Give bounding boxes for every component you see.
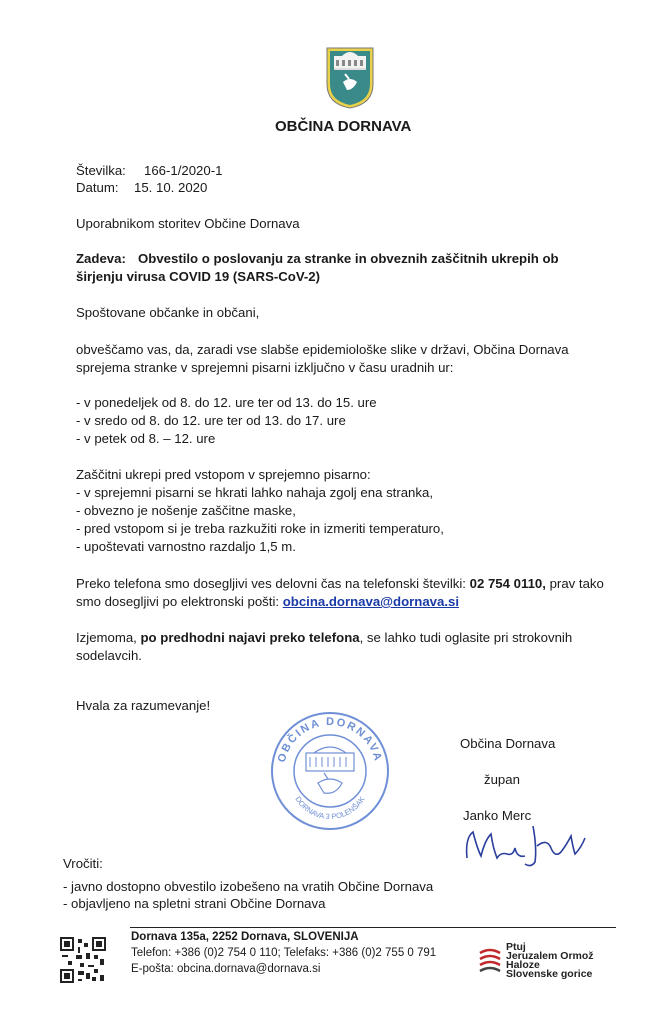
delivery-heading: Vročiti: bbox=[63, 856, 103, 871]
municipality-crest-logo bbox=[325, 46, 375, 110]
region-logo-line: Jeruzalem Ormož bbox=[506, 950, 594, 962]
region-logo-line: Haloze bbox=[506, 959, 540, 971]
signature-name: Janko Merc bbox=[463, 808, 532, 823]
contact-line-2 bbox=[76, 594, 459, 609]
subject-line-1: Obvestilo o poslovanju za stranke in obveznih zaščitnih ukrepih ob bbox=[138, 251, 559, 266]
contact-line-1 bbox=[76, 576, 604, 591]
signature-role: župan bbox=[484, 772, 520, 787]
exception-prefix: Izjemoma, bbox=[76, 630, 137, 645]
delivery-item: - javno dostopno obvestilo izobešeno na vratih Občine Dornava bbox=[63, 879, 434, 894]
handwritten-signature bbox=[455, 818, 595, 870]
number-label: Številka: bbox=[76, 163, 126, 178]
footer-phones: Telefon: +386 (0)2 754 0 110; Telefaks: +386 (0)2 755 0 791 bbox=[131, 947, 437, 959]
date-value: 15. 10. 2020 bbox=[134, 180, 208, 195]
intro-line-1: obveščamo vas, da, zaradi vse slabše epidemiološke slike v državi, Občina Dornava bbox=[76, 342, 569, 357]
official-stamp bbox=[268, 709, 392, 833]
thanks: Hvala za razumevanje! bbox=[76, 698, 211, 713]
intro-line-2: sprejema stranke v sprejemni pisarni izključno v času uradnih ur: bbox=[76, 360, 454, 375]
footer-address: Dornava 135a, 2252 Dornava, SLOVENIJA bbox=[131, 931, 359, 943]
hours-item: - v petek od 8. – 12. ure bbox=[76, 431, 216, 446]
greeting: Spoštovane občanke in občani, bbox=[76, 305, 260, 320]
svg-text:DORNAVA 3 POLENŠAK bbox=[293, 795, 366, 821]
region-logo-line: Ptuj bbox=[506, 941, 526, 953]
svg-text:OBČINA DORNAVA bbox=[276, 716, 384, 764]
contact-phone[interactable]: 02 754 0110, bbox=[469, 576, 546, 591]
hours-item: - v sredo od 8. do 12. ure ter od 13. do 17. ure bbox=[76, 413, 346, 428]
org-title: OBČINA DORNAVA bbox=[275, 118, 412, 135]
number-value: 166-1/2020-1 bbox=[144, 163, 223, 178]
delivery-item: - objavljeno na spletni strani Občine Dornava bbox=[63, 896, 326, 911]
contact-prefix: Preko telefona smo dosegljivi ves delovni čas na telefonski številki: bbox=[76, 576, 466, 591]
measures-item: - upoštevati varnostno razdaljo 1,5 m. bbox=[76, 539, 296, 554]
subject-line-2: širjenju virusa COVID 19 (SARS-CoV-2) bbox=[76, 269, 321, 284]
measures-item: - obvezno je nošenje zaščitne maske, bbox=[76, 503, 296, 518]
measures-item: - pred vstopom si je treba razkužiti roke in izmeriti temperaturo, bbox=[76, 521, 444, 536]
qr-code-icon bbox=[60, 937, 106, 983]
exception-line-2: sodelavcih. bbox=[76, 648, 142, 663]
contact-suffix: prav tako bbox=[549, 576, 604, 591]
hours-item: - v ponedeljek od 8. do 12. ure ter od 13. do 15. ure bbox=[76, 395, 377, 410]
region-logo-line: Slovenske gorice bbox=[506, 968, 593, 980]
measures-heading: Zaščitni ukrepi pred vstopom v sprejemno pisarno: bbox=[76, 467, 371, 482]
signature-org: Občina Dornava bbox=[460, 736, 556, 751]
footer-email: E-pošta: obcina.dornava@dornava.si bbox=[131, 963, 321, 975]
exception-bold: po predhodni najavi preko telefona bbox=[140, 630, 360, 645]
stamp-bottom-text: DORNAVA 3 POLENŠAK bbox=[293, 794, 367, 822]
date-label: Datum: bbox=[76, 180, 119, 195]
footer-divider bbox=[130, 927, 616, 928]
contact-email-link[interactable]: obcina.dornava@dornava.si bbox=[282, 594, 460, 609]
stamp-top-text: OBČINA DORNAVA bbox=[275, 715, 385, 764]
exception-suffix: , se lahko tudi oglasite pri strokovnih bbox=[359, 630, 573, 645]
recipient: Uporabnikom storitev Občine Dornava bbox=[76, 216, 300, 231]
subject-label: Zadeva: bbox=[76, 251, 126, 266]
measures-item: - v sprejemni pisarni se hkrati lahko nahaja zgolj ena stranka, bbox=[76, 485, 433, 500]
contact-email-prefix: smo dosegljivi po elektronski pošti: bbox=[76, 594, 280, 609]
exception-line-1 bbox=[76, 630, 572, 645]
